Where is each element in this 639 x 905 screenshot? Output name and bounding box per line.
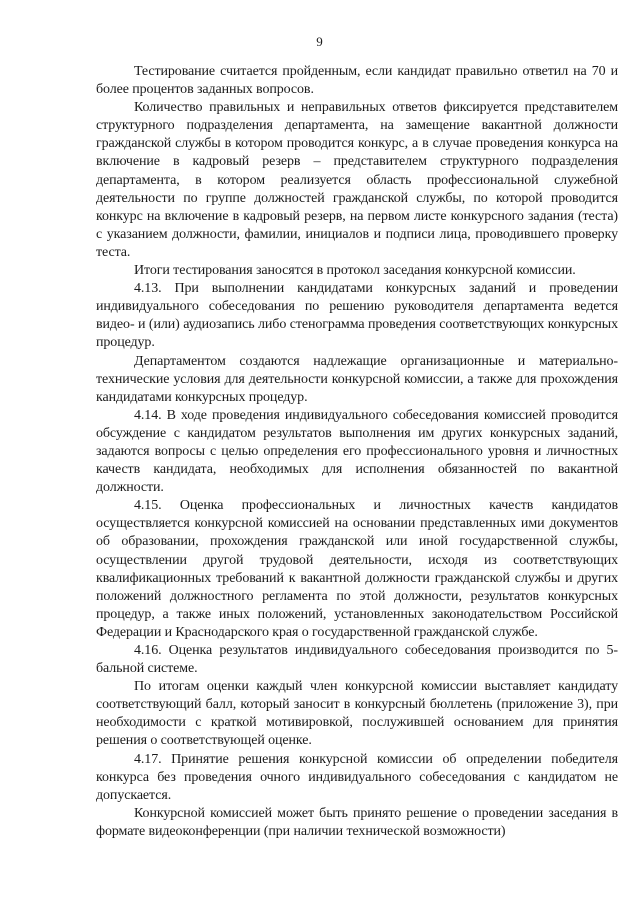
paragraph-testing-results: Итоги тестирования заносятся в протокол заседания конкурсной комиссии. <box>134 263 576 279</box>
paragraph-4-15: 4.15. Оценка профессиональных и личностных качеств кандидатов осуществляется конкурсной комиссией на основании представленных ими документов об образовании, прохождения гражданской или иной государственной службы, осуществлении другой трудовой деятельности, исходя из соответствующих квалификационных требований к вакантной должности гражданской службы и других положений должностного регламента по этой должности, результатов конкурсных процедур, а также иных положений, установленных законодательством Российской Федерации и Краснодарского края о государственной гражданской службе. <box>96 498 618 640</box>
paragraph-4-14: 4.14. В ходе проведения индивидуального собеседования комиссией проводится обсуждение с кандидатом результатов выполнения им других конкурсных заданий, задаются вопросы с целью определения его профессионального уровня и личностных качеств кандидата, необходимых для исполнения обязанностей по вакантной должности. <box>96 407 618 496</box>
paragraph-testing-passed: Тестирование считается пройденным, если кандидат правильно ответил на 70 и более процентов заданных вопросов. <box>96 64 618 98</box>
page-number: 9 <box>316 34 323 49</box>
paragraph-answers-recorded: Количество правильных и неправильных ответов фиксируется представителем структурного подразделения департамента, на замещение вакантной должности гражданской службы в котором проводится конкурс, а в случае проведения конкурса на включение в кадровый резерв – представителем структурного подразделения департамента, в котором реализуется область профессиональной служебной деятельности по группе должностей гражданской службы, по которой проводится конкурс на включение в кадровый резерв, на первом листе конкурсного задания (теста) с указанием должности, фамилии, инициалов и подписи лица, проводившего проверку теста. <box>96 100 618 260</box>
paragraph-videoconference: Конкурсной комиссией может быть принято решение о проведении заседания в формате видеоконференции (при наличии технической возможности) <box>96 805 618 839</box>
paragraph-4-17: 4.17. Принятие решения конкурсной комиссии об определении победителя конкурса без проведения очного индивидуального собеседования с кандидатом не допускается. <box>96 751 618 803</box>
paragraph-department-conditions: Департаментом создаются надлежащие организационные и материально-технические условия для деятельности конкурсной комиссии, а также для прохождения кандидатами конкурсных процедур. <box>96 353 618 405</box>
paragraph-scoring: По итогам оценки каждый член конкурсной комиссии выставляет кандидату соответствующий балл, который заносит в конкурсный бюллетень (приложение 3), при необходимости с краткой мотивировкой, послужившей основанием для принятия решения о соответствующей оценке. <box>96 679 618 749</box>
paragraph-4-16: 4.16. Оценка результатов индивидуального собеседования производится по 5-бальной системе. <box>96 643 618 677</box>
paragraph-4-13: 4.13. При выполнении кандидатами конкурсных заданий и проведении индивидуального собеседования по решению руководителя департамента ведется видео- и (или) аудиозапись либо стенограмма проведения соответствующих конкурсных процедур. <box>96 281 618 351</box>
document-body <box>96 63 618 841</box>
